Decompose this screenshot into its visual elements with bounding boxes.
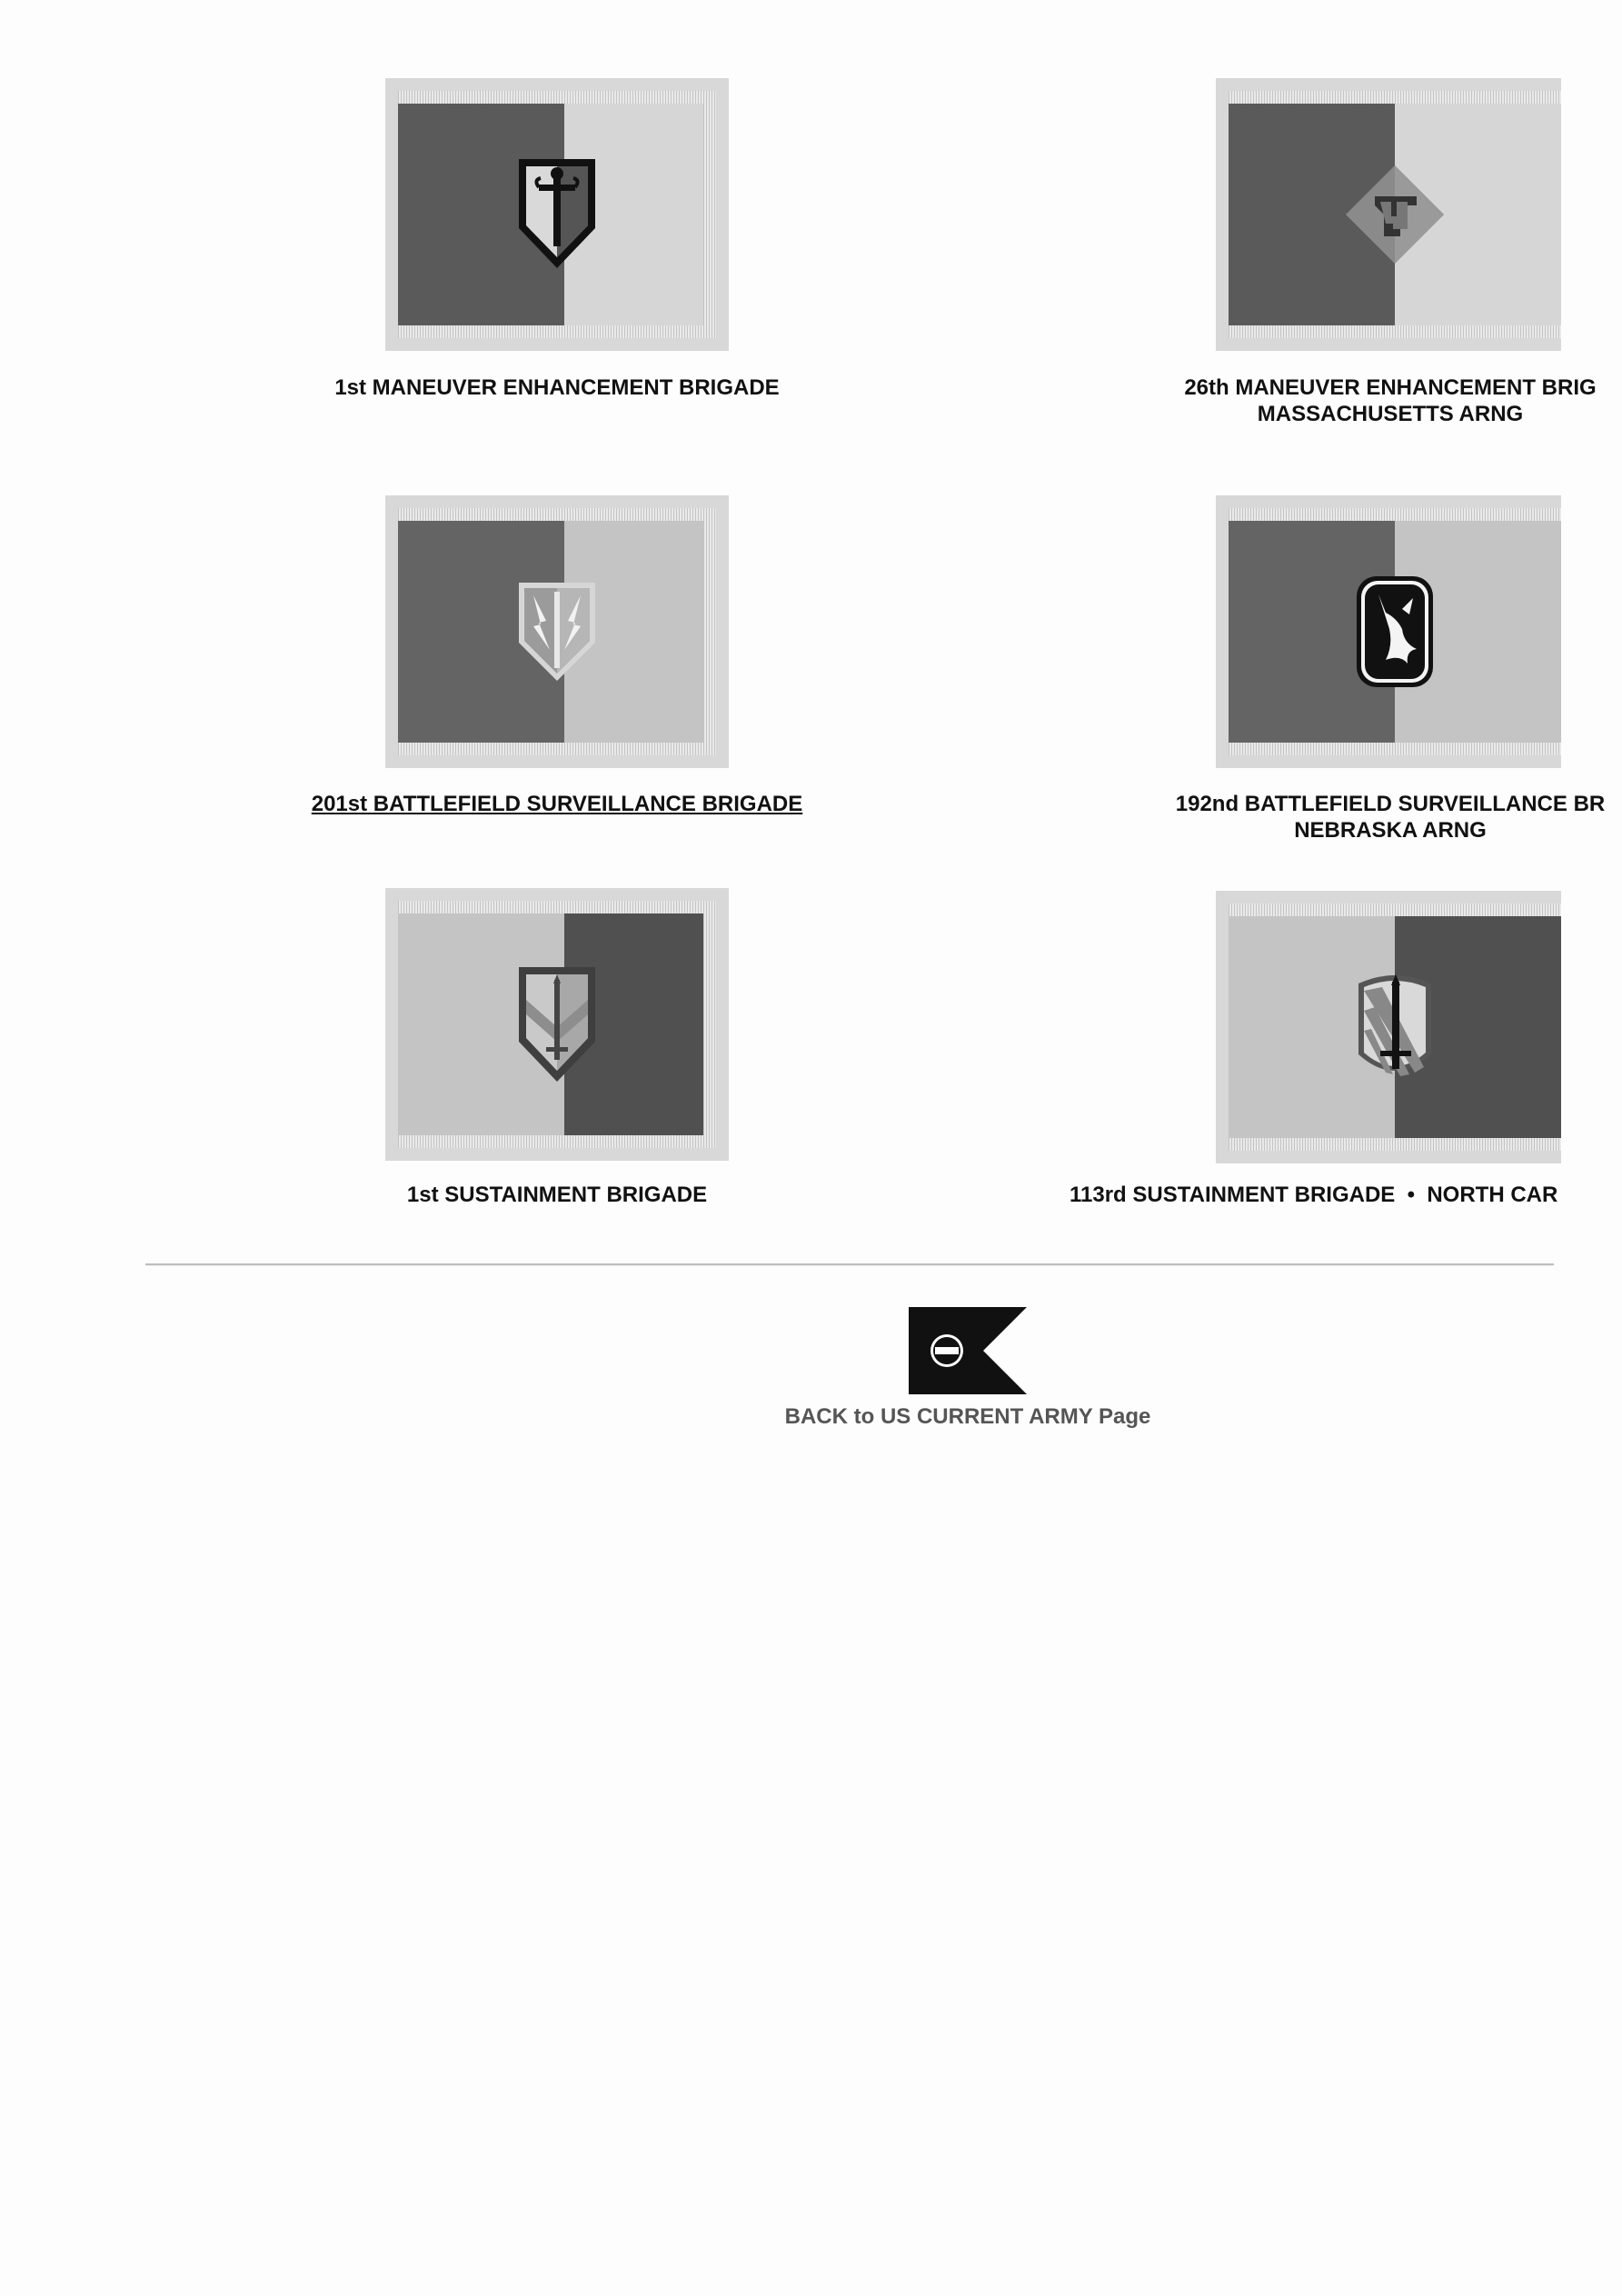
- back-to-army-link[interactable]: BACK to US CURRENT ARMY Page: [784, 1404, 1151, 1429]
- caption-line1: 26th MANEUVER ENHANCEMENT BRIG: [1184, 375, 1597, 400]
- caption-line1: 201st BATTLEFIELD SURVEILLANCE BRIGADE: [311, 792, 803, 816]
- chevron-sword-shield-icon: [513, 963, 601, 1085]
- section-divider: [145, 1263, 1554, 1266]
- caption-line1: 1st SUSTAINMENT BRIGADE: [406, 1183, 708, 1207]
- brigade-caption: [1072, 374, 1622, 427]
- brigade-flag: [1216, 78, 1561, 351]
- brigade-flag: [385, 495, 729, 768]
- caption-line2: NEBRASKA ARNG: [1294, 818, 1487, 843]
- guidon-flag-icon[interactable]: [909, 1307, 1027, 1394]
- striped-sword-shield-icon: [1351, 967, 1438, 1087]
- brigade-flag: [385, 78, 729, 351]
- lightning-shield-icon: [513, 579, 601, 684]
- caption-line2: MASSACHUSETTS ARNG: [1257, 402, 1524, 426]
- caption-line1: 192nd BATTLEFIELD SURVEILLANCE BR: [1175, 792, 1606, 816]
- brigade-caption-link[interactable]: [239, 791, 875, 817]
- brigade-flag: [385, 888, 729, 1161]
- brigade-flag: [1216, 891, 1561, 1163]
- caption-line1: 113rd SUSTAINMENT BRIGADE • NORTH CAR: [1070, 1183, 1558, 1207]
- eagle-tab-icon: [1353, 573, 1437, 691]
- brigade-caption: [1072, 1182, 1622, 1208]
- brigade-flag: [1216, 495, 1561, 768]
- caption-line1: 1st MANEUVER ENHANCEMENT BRIGADE: [334, 375, 780, 400]
- brigade-caption: [239, 1182, 875, 1208]
- yankee-diamond-icon: [1340, 160, 1449, 269]
- brigade-caption: [239, 374, 875, 401]
- brigade-caption: [1072, 791, 1622, 844]
- sword-shield-icon: [512, 155, 602, 274]
